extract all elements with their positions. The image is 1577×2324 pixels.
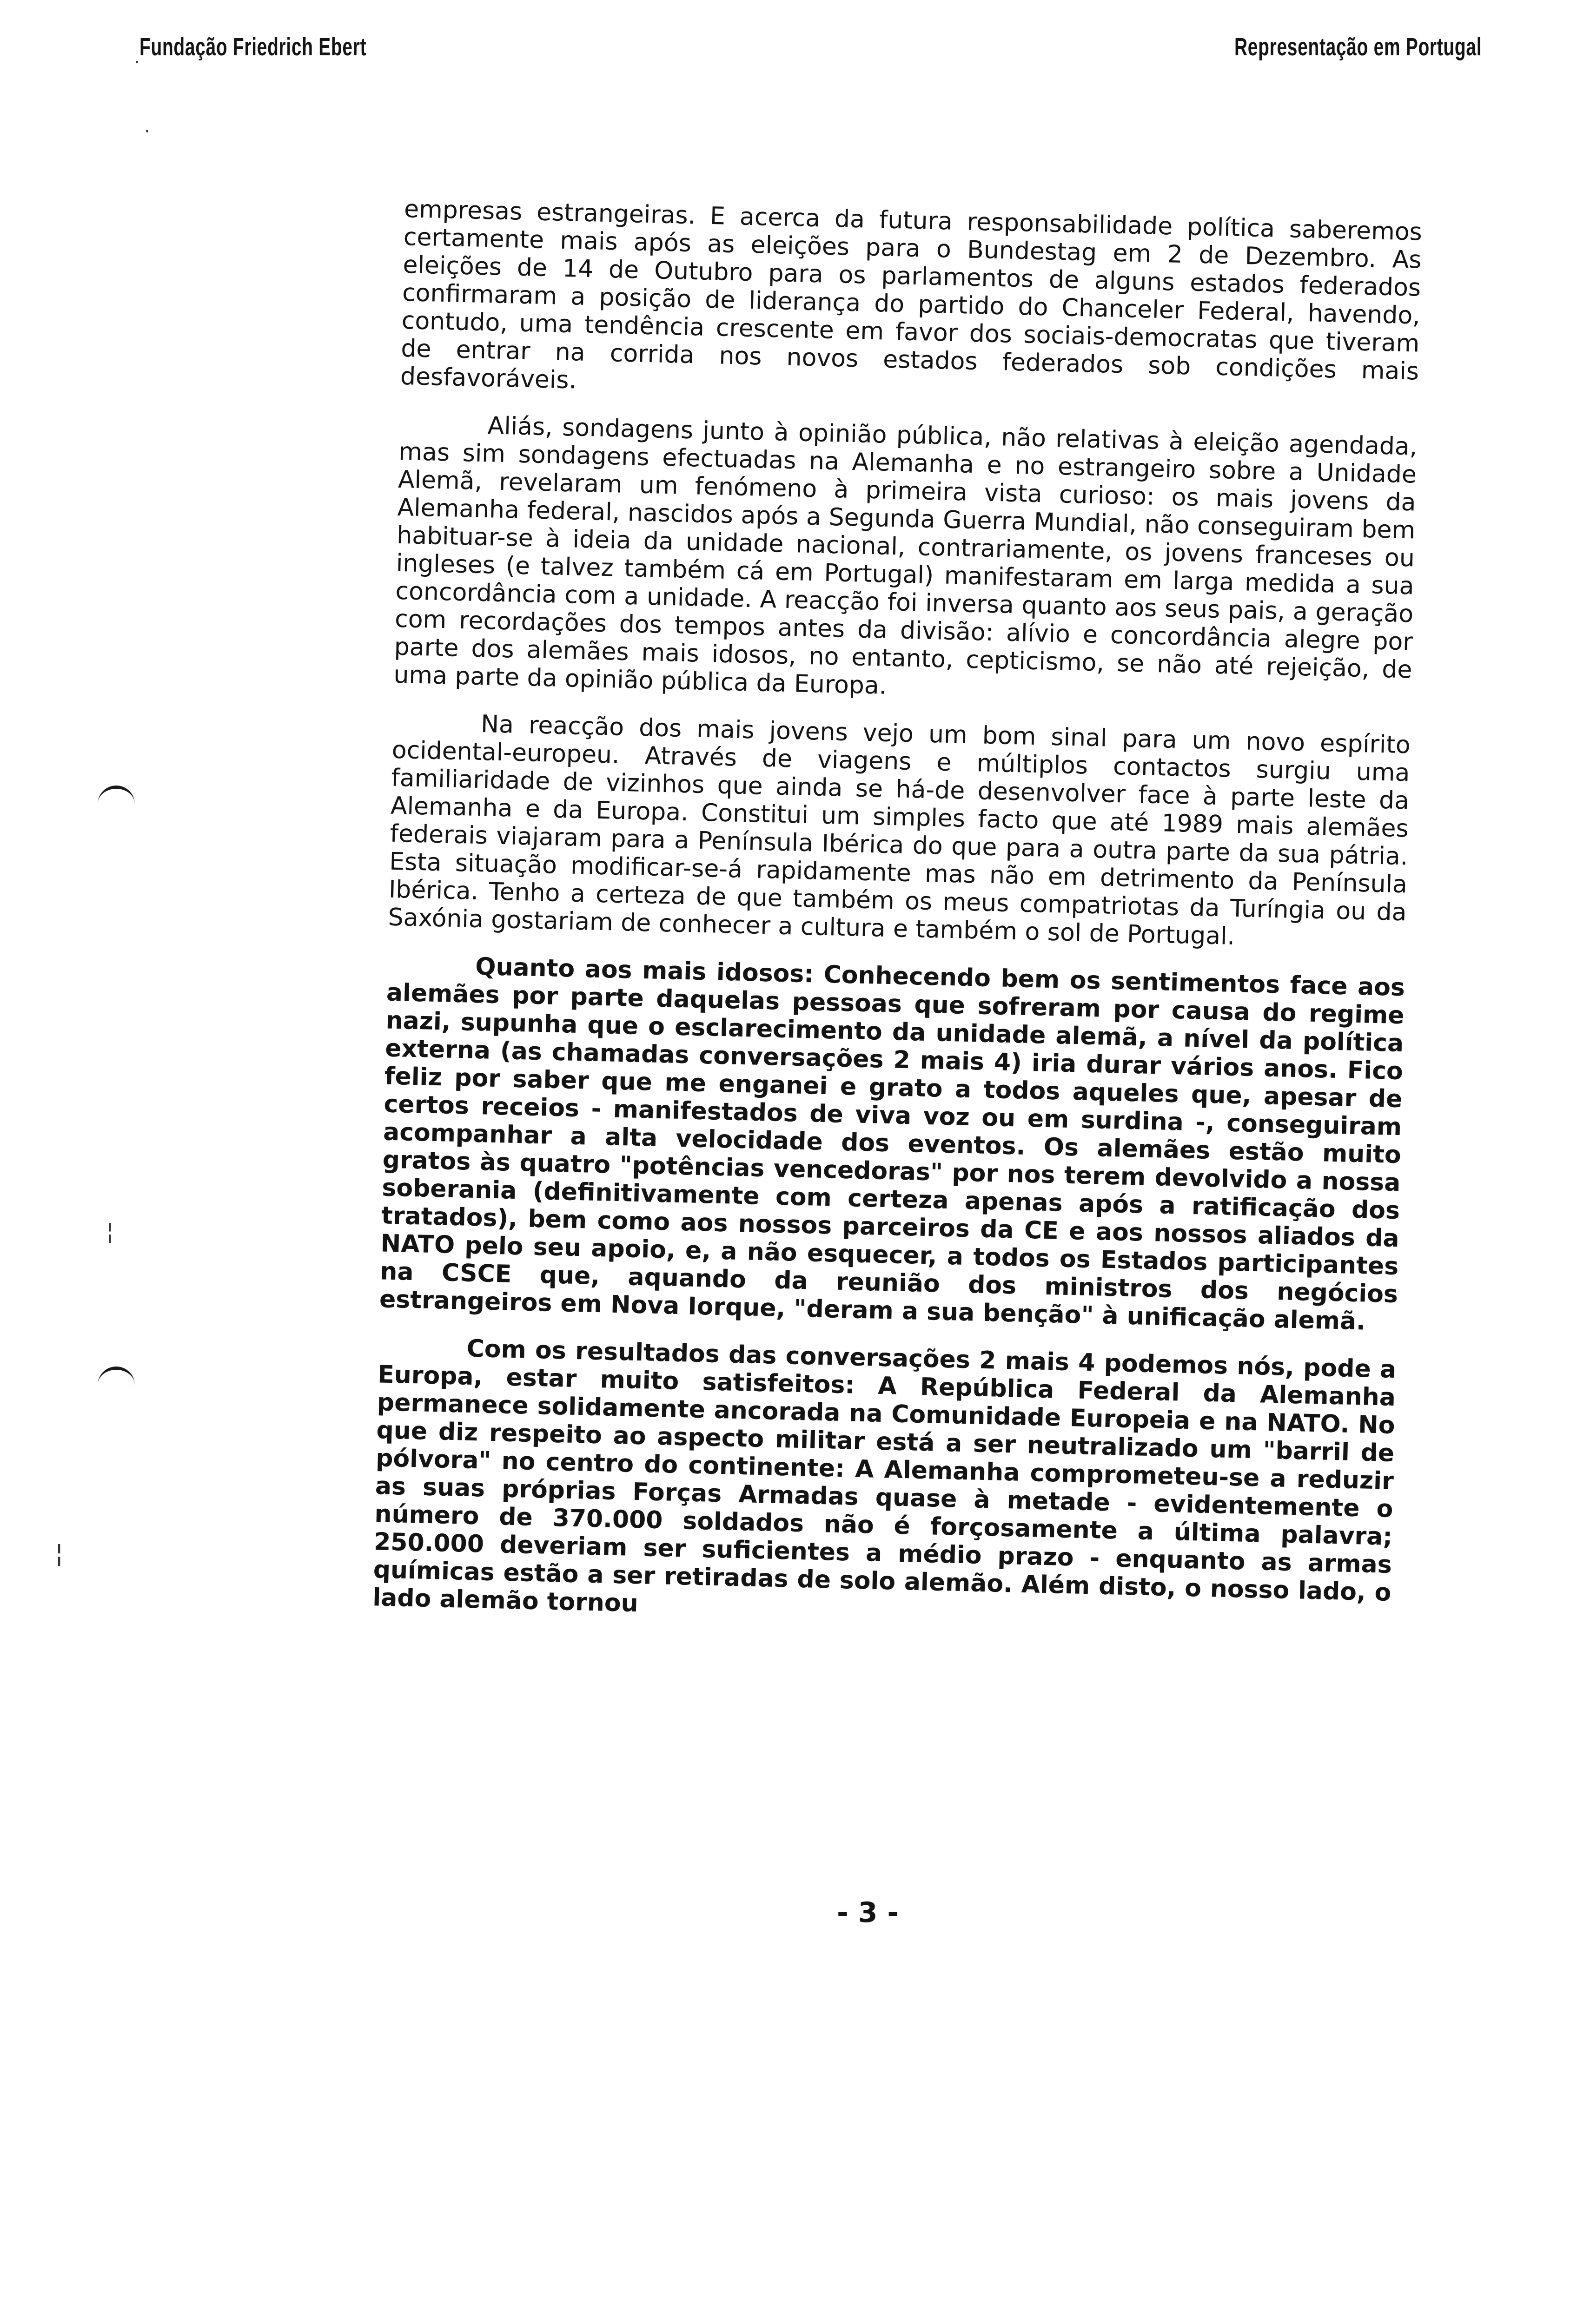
page-number: - 3 -: [837, 1896, 899, 1929]
margin-mark: ·: [144, 121, 150, 142]
paragraph-3: Na reacção dos mais jovens vejo um bom sinal para um novo espírito ocidental-europeu. Através de viagens e múltiplos contactos surgiu uma familiaridade de vizinhos que ainda se há-de desenvolver face à parte leste da Alemanha e da Europa. Constitui um simples facto que até 1989 mais alemães federais viajaram para a Península Ibérica do que para a outra parte da sua pátria. Esta situação modificar-se-á rapidamente mas não em detrimento da Península Ibérica. Tenho a certeza de que também os meus compatriotas da Turíngia ou da Saxónia gostariam de conhecer a cultura e também o sol de Portugal.: [388, 710, 1411, 951]
paragraph-4: Quanto aos mais idosos: Conhecendo bem os sentimentos face aos alemães por parte daquelas pessoas que sofreram por causa do regime nazi, supunha que o esclarecimento da unidade alemã, a nível da política externa (as chamadas conversações 2 mais 4) iria durar vários anos. Fico feliz por saber que me enganei e grato a todos aqueles que, apesar de certos receios - manifestados de viva voz ou em surdina -, conseguiram acompanhar a alta velocidade dos eventos. Os alemães estão muito gratos às quatro "potências vencedoras" por nos terem devolvido a nossa soberania (definitivamente com certeza apenas após a ratificação dos tratados), bem como aos nossos parceiros da CE e aos nossos aliados da NATO pelo seu apoio, e, a não esquecer, a todos os Estados participantes na CSCE que, aquando da reunião dos ministros dos negócios estrangeiros em Nova Iorque, "deram a sua benção" à unificação alemã.: [379, 952, 1405, 1336]
margin-mark: .: [134, 46, 140, 68]
paragraph-2: Aliás, sondagens junto à opinião pública, não relativas à eleição agendada, mas sim sondagens efectuadas na Alemanha e no estrangeiro sobre a Unidade Alemã, revelaram um fenómeno à primeira vista curioso: os mais jovens da Alemanha federal, nascidos após a Segunda Guerra Mundial, não conseguiram bem habituar-se à ideia da unidade nacional, contrariamente, os jovens franceses ou ingleses (e talvez também cá em Portugal) manifestaram em larga medida a sua concordância com a unidade. A reacção foi inversa quanto aos seus pais, a geração com recordações dos tempos antes da divisão: alívio e concordância alegre por parte dos alemães mais idosos, no entanto, cepticismo, se não até rejeição, de uma parte da opinião pública da Europa.: [393, 412, 1418, 700]
header-right-title: Representação em Portugal: [1234, 33, 1482, 61]
document-body: [372, 195, 1423, 1654]
margin-tick: ¦: [55, 1538, 64, 1568]
paragraph-1: empresas estrangeiras. E acerca da futura responsabilidade política saberemos certamente mais após as eleições para o Bundestag em 2 de Dezembro. As eleições de 14 de Outubro para os parlamentos de alguns estados federados confirmaram a posição de liderança do partido do Chanceler Federal, havendo, contudo, uma tendência crescente em favor dos sociais-democratas que tiveram de entrar na corrida nos novos estados federados sob condições mais desfavoráveis.: [400, 195, 1423, 395]
paragraph-5: Com os resultados das conversações 2 mais 4 podemos nós, pode a Europa, estar muito satisfeitos: A República Federal da Alemanha permanece solidamente ancorada na Comunidade Europeia e na NATO. No que diz respeito ao aspecto militar está a ser neutralizado um "barril de pólvora" no centro do continente: A Alemanha comprometeu-se a reduzir as suas próprias Forças Armadas quase à metade - evidentemente o número de 370.000 soldados não é forçosamente a última palavra; 250.000 deveriam ser suficientes a médio prazo - enquanto as armas químicas estão a ser retiradas de solo alemão. Além disto, o nosso lado, o lado alemão tornou: [372, 1334, 1397, 1618]
margin-tick: ¦: [106, 1218, 114, 1245]
hole-punch-mark: [98, 1367, 135, 1398]
hole-punch-mark: [98, 786, 135, 817]
header-left-title: Fundação Friedrich Ebert: [139, 33, 367, 61]
